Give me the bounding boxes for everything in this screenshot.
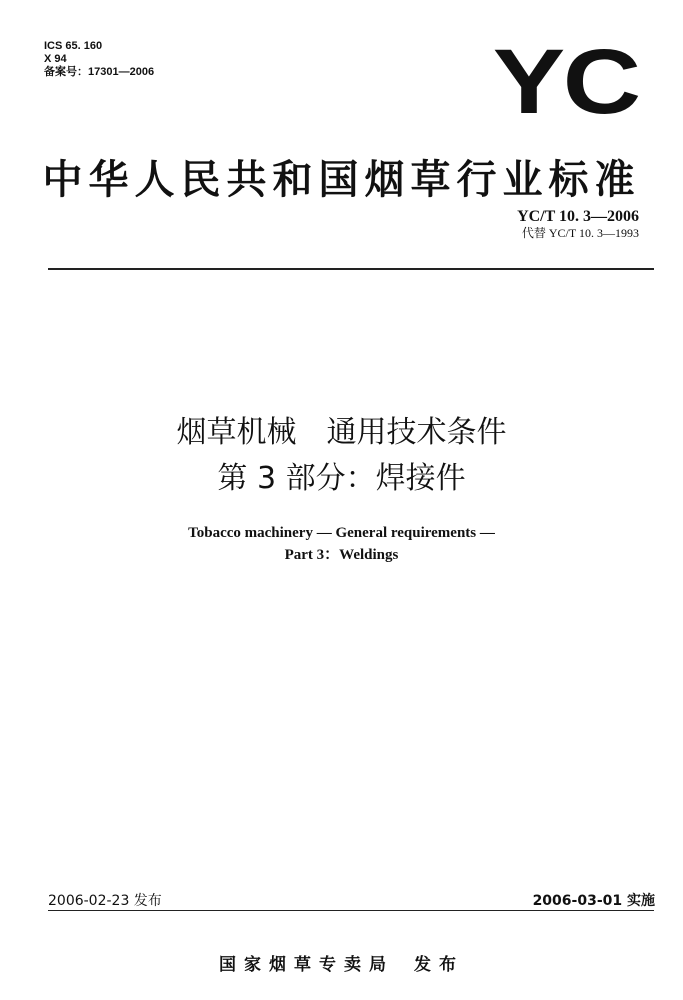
publisher-name: 国家烟草专卖局 — [219, 955, 394, 975]
title-cn-line2: 第 3 部分：焊接件 — [217, 461, 466, 496]
org-title: 中华人民共和国烟草行业标准 — [42, 157, 641, 203]
title-cn-line1: 烟草机械 通用技术条件 — [176, 415, 507, 450]
issue-date: 2006-02-23 发布 — [48, 893, 162, 909]
title-en-line1: Tobacco machinery — General requirements — — [188, 525, 495, 541]
standard-code: YC/T 10. 3—2006 — [517, 208, 639, 225]
standard-replaces: 代替 YC/T 10. 3—1993 — [521, 226, 639, 240]
bottom-divider — [48, 910, 654, 911]
title-en-line2: Part 3：Weldings — [284, 547, 399, 563]
top-divider — [48, 268, 654, 270]
yc-logo: YC — [492, 31, 639, 133]
record-number: 备案号：17301—2006 — [44, 66, 155, 78]
category-code: X 94 — [44, 53, 67, 65]
standard-number-block — [517, 208, 639, 240]
implement-date: 2006-03-01 实施 — [532, 893, 655, 909]
title-english — [0, 522, 683, 566]
publisher-line — [0, 950, 683, 975]
publish-word: 发布 — [414, 955, 464, 975]
title-chinese — [0, 410, 683, 502]
ics-code: ICS 65. 160 — [44, 40, 103, 52]
classification-block — [44, 40, 154, 79]
